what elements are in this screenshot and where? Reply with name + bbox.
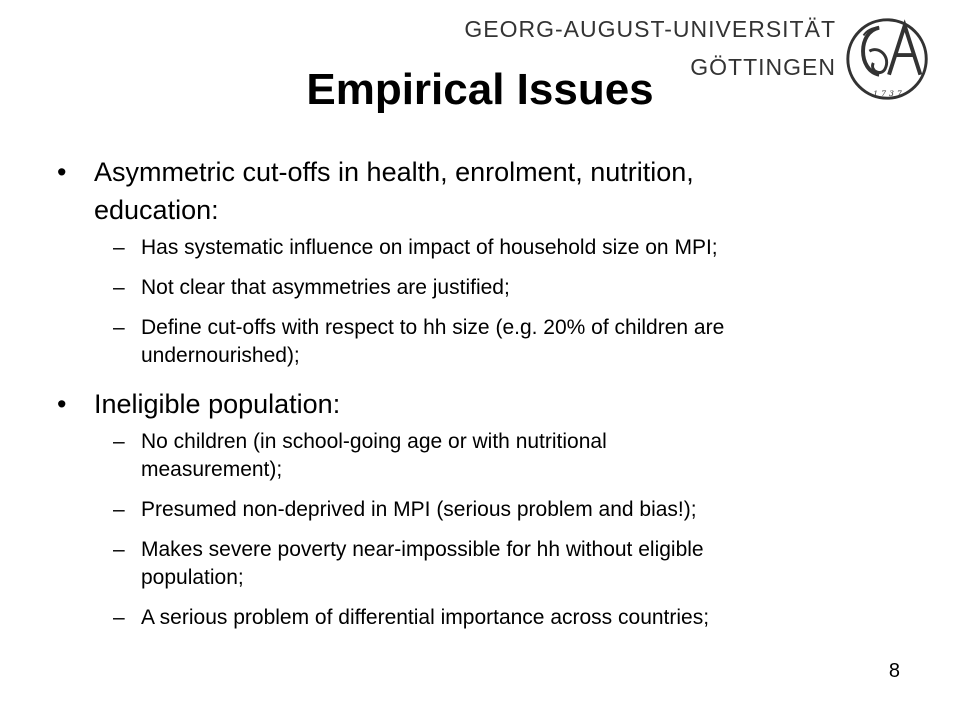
sub-bullet-text: population;: [141, 566, 244, 589]
slide-title: Empirical Issues: [306, 65, 654, 114]
sub-bullet-text: A serious problem of differential importance across countries;: [141, 606, 710, 629]
bullet-marker: •: [57, 389, 67, 419]
sub-bullet-text: Not clear that asymmetries are justified;: [141, 276, 510, 299]
page-number: 8: [888, 660, 900, 682]
sub-bullet-text: Makes severe poverty near-impossible for hh without eligible: [141, 538, 704, 561]
sub-bullet-text: measurement);: [141, 458, 283, 481]
sub-bullet-dash: –: [113, 538, 125, 561]
sub-bullet-text: No children (in school-going age or with nutritional: [141, 430, 607, 453]
sub-bullet-dash: –: [113, 606, 125, 629]
bullet-marker: •: [57, 157, 67, 187]
logo-line-1: GEORG-AUGUST-UNIVERSITÄT: [464, 16, 836, 42]
sub-bullet-text: Presumed non-deprived in MPI (serious problem and bias!);: [141, 498, 697, 521]
bullet-text-line: education:: [94, 195, 219, 225]
sub-bullet-dash: –: [113, 236, 125, 259]
bullet-text-line: Ineligible population:: [94, 389, 341, 419]
sub-bullet-text: Define cut-offs with respect to hh size (e.g. 20% of children are: [141, 316, 725, 339]
sub-bullet-dash: –: [113, 430, 125, 453]
sub-bullet-text: undernourished);: [141, 344, 300, 367]
bullet-text-line: Asymmetric cut-offs in health, enrolment, nutrition,: [94, 157, 694, 187]
sub-bullet-text: Has systematic influence on impact of household size on MPI;: [141, 236, 718, 259]
sub-bullet-dash: –: [113, 498, 125, 521]
sub-bullet-dash: –: [113, 276, 125, 299]
logo-line-2: GÖTTINGEN: [690, 54, 836, 80]
seal-year: 1737: [873, 89, 905, 99]
sub-bullet-dash: –: [113, 316, 125, 339]
